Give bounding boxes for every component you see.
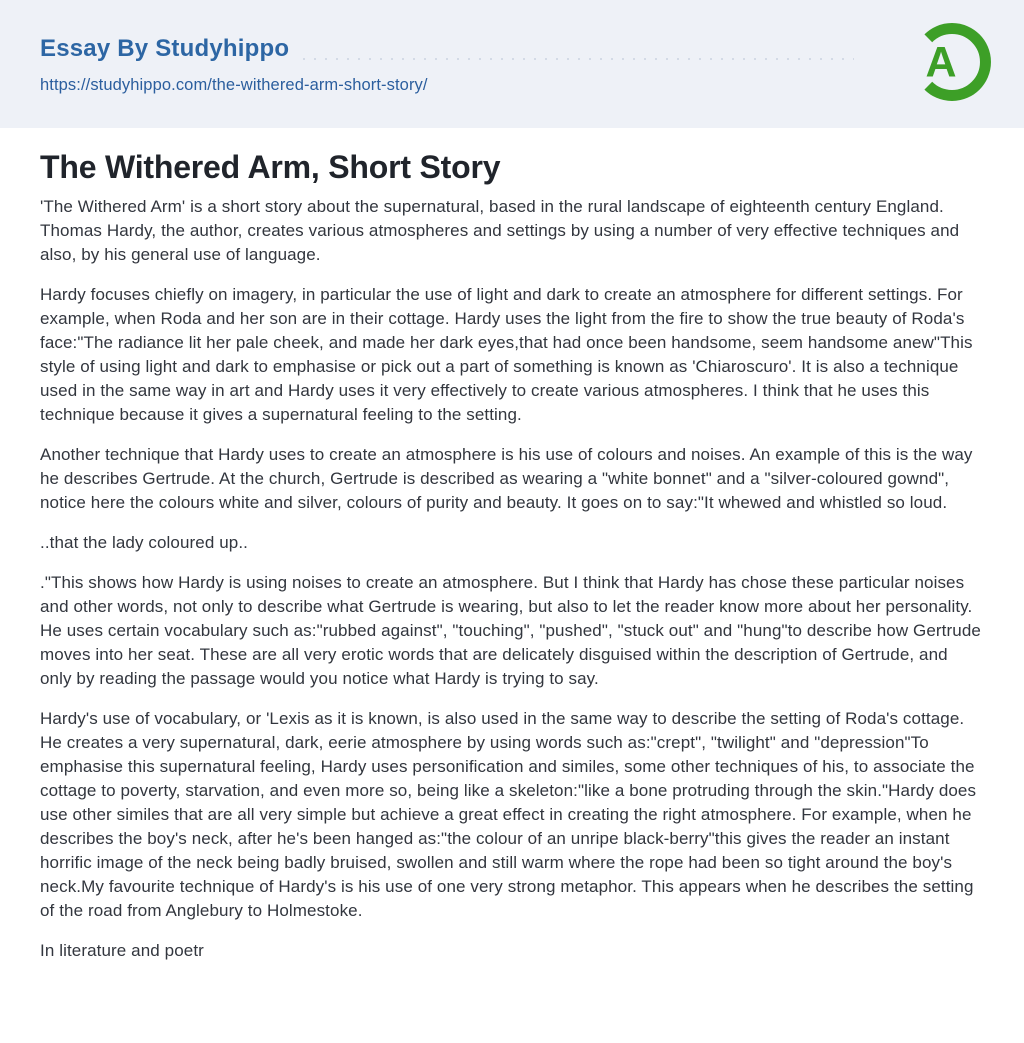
site-title: Essay By Studyhippo [40,35,290,62]
essay-paragraph-5: ."This shows how Hardy is using noises to create an atmosphere. But I think that Hardy has chose these particular noises and other words, not only to describe what Gertrude is wearing, but also to let the reader know more about her personality. He uses certain vocabulary such as:"rubbed against", "touching", "pushed", "stuck out" and "hung"to describe how Gertrude moves into her seat. These are all very erotic words that are delicately disguised within the description of Gertrude, and only by reading the passage would you notice what Hardy is trying to say. [40,573,981,689]
logo-letter: A [925,38,957,87]
essay-paragraph-2: Hardy focuses chiefly on imagery, in particular the use of light and dark to create an atmosphere for different settings. For example, when Roda and her son are in their cottage. Hardy uses the light from the fire to show the true beauty of Roda's face:"The radiance lit her pale cheek, and made her dark eyes,that had once been handsome, seem handsome anew"This style of using light and dark to emphasise or pick out a part of something is known as 'Chiaroscuro'. It is also a technique used in the same way in art and Hardy uses it very effectively to create various atmospheres. I think that he uses this technique because it gives a supernatural feeling to the setting. [40,285,973,425]
source-url-link[interactable]: https://studyhippo.com/the-withered-arm-short-story/ [40,76,428,94]
studyhippo-logo [912,22,992,102]
essay-article [0,128,1024,1003]
page-header [0,0,1024,128]
dotted-separator [303,58,854,60]
studyhippo-logo-icon [912,22,992,102]
essay-title: The Withered Arm, Short Story [40,149,501,185]
essay-paragraph-6: Hardy's use of vocabulary, or 'Lexis as it is known, is also used in the same way to describe the setting of Roda's cottage. He creates a very supernatural, dark, eerie atmosphere by using words such as:"crept", "twilight" and "depression"To emphasise this supernatural feeling, Hardy uses personification and similes, some other techniques of his, to associate the cottage to poverty, starvation, and even more so, being like a skeleton:"like a bone protruding through the skin."Hardy does use other similes that are all very simple but achieve a great effect in creating the right atmosphere. For example, when he describes the boy's neck, after he's been hanged as:"the colour of an unripe black-berry"this gives the reader an instant horrific image of the neck being badly bruised, swollen and still warm where the rope had been so tight around the boy's neck.My favourite technique of Hardy's is his use of one very strong metaphor. This appears when he describes the setting of the road from Anglebury to Holmestoke. [40,709,977,921]
essay-paragraph-7: In literature and poetr [40,941,204,961]
header-title-row [40,34,860,64]
essay-paragraph-1: 'The Withered Arm' is a short story about the supernatural, based in the rural landscape of eighteenth century England. Thomas Hardy, the author, creates various atmospheres and settings by using a number of very effective techniques and also, by his general use of language. [40,197,960,265]
essay-paragraph-4: ..that the lady coloured up.. [40,533,248,553]
essay-paragraph-3: Another technique that Hardy uses to create an atmosphere is his use of colours and noises. An example of this is the way he describes Gertrude. At the church, Gertrude is described as wearing a "white bonnet" and a "silver-coloured gownd", notice here the colours white and silver, colours of purity and beauty. It goes on to say:"It whewed and whistled so loud. [40,445,973,513]
header-text-block [40,34,860,95]
